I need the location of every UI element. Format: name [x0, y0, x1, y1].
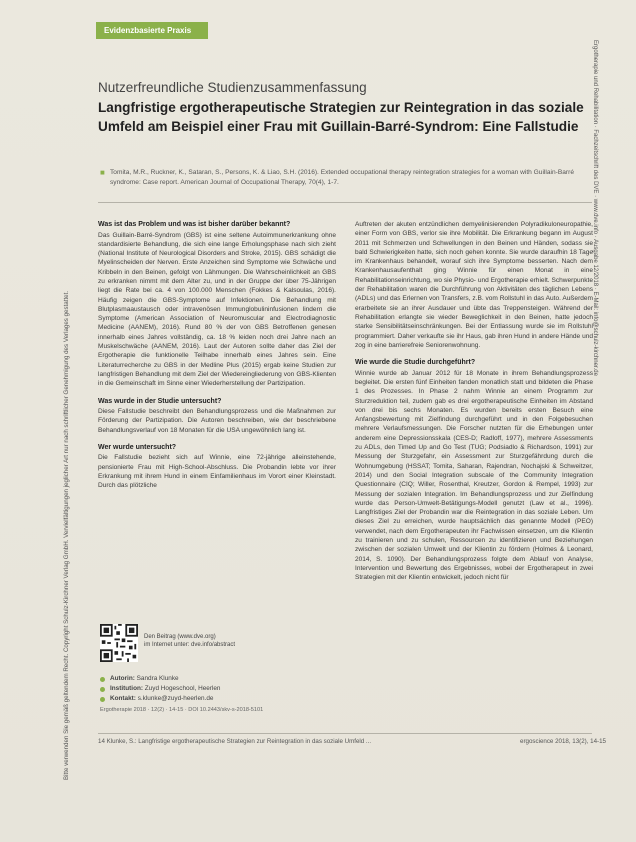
- author-label: Autorin:: [110, 675, 135, 682]
- copyright-text: Bitte verwenden Sie gemäß geltendem Recht. Copyright Schulz-Kirchner Verlag GmbH. Vervielfältigungen jeglicher Art nur nach schriftlicher Genehmigung des Verlages gestattet.: [63, 290, 70, 780]
- right-column: [355, 220, 593, 590]
- section-tab: Evidenzbasierte Praxis: [96, 22, 208, 39]
- section-text: Das Guillain-Barré-Syndrom (GBS) ist eine seltene Autoimmunerkrankung ohne standardisierte Behandlung, die sich eine lange Erholungsphase nach sich zieht (National Institute of Neurological Disorders and Stroke, 2015). GBS schädigt die Myelinscheiden der Nerven. Erste Anzeichen sind Symptome wie Schwäche und Kribbeln in den Beinen, gefolgt von Lähmungen. Die Wahrscheinlichkeit an GBS zu erkranken nimmt mit dem Alter zu, und in der Gruppe der über 75-Jährigen liegt die Rate bei ca. 4 von 100.000 Menschen (Fokkes & Kalsoulas, 2016). Häufig zeigen die GBS-Symptome auf Infektionen. Die Behandlung mit Blutplasmaaustausch oder intravenösen Immunglobulininfusionen lindern die Symptome (American Association of Neuromuscular and Electrodiagnostic Medicine (AANEM), 2016). Rund 80 % der von GBS Betroffenen genesen innerhalb eines Jahres vollständig, ca. 18 % leiden noch drei Jahre nach an Muskelschwäche (AANEM, 2016). Laut der Autoren sollte daher das Ziel der Ergotherapie die funktionelle Teilhabe innerhalb eines Jahres sein. Eine Literaturrecherche zu GBS in der Medline Plus (2015) ergab keine Studien zur langfristigen Behandlung mit dem Ziel der Wiedereingliederung von GBS-Klienten in die Gemeinschaft im Sinne einer Wiederherstellung der Partizipation.: [98, 231, 336, 388]
- author-row: [100, 674, 263, 684]
- citation-text: Tomita, M.R., Ruckner, K., Sataran, S., Persons, K. & Liao, S.H. (2016). Extended occupational therapy reintegration strategies for a woman with Guillain-Barré syndrome: Case report. American Journal of Occupational Therapy, 70(4), 1-7.: [110, 169, 574, 186]
- copyright-vertical-text: [63, 290, 82, 780]
- bullet-icon: [100, 697, 105, 702]
- qr-caption-line: im Internet unter: dve.info/abstract: [144, 642, 236, 648]
- author-name: Sandra Klunke: [136, 675, 179, 682]
- qr-caption: [144, 633, 235, 649]
- section-text: Diese Fallstudie beschreibt den Behandlungsprozess und die Maßnahmen zur Förderung der Partizipation. Die Autoren beschreiben, wie der beschriebene Behandlungsverlauf von 18 Monaten für die USA ungewöhnlich lang ist.: [98, 408, 336, 434]
- section-text: Die Fallstudie bezieht sich auf Winnie, eine 72-jährige alleinstehende, pensionierte Frau mit High-School-Abschluss. Die Probandin lebte vor ihrer Erkrankung mit ihrem Hund in einem Einfamilienhaus im Vorort einer Kleinstadt. Durch das plötzliche: [98, 454, 336, 490]
- citation: [98, 168, 588, 188]
- doi-text: Ergotherapie 2018 · 12(2) · 14-15 · DOI 10.2443/skv-s-2018-5101: [100, 707, 264, 713]
- contact-email[interactable]: s.klunke@zuyd-heerlen.de: [137, 695, 214, 702]
- divider: [98, 202, 592, 203]
- institution-name: Zuyd Hogeschool, Heerlen: [144, 685, 221, 692]
- section-heading: Wie wurde die Studie durchgeführt?: [355, 359, 476, 367]
- bullet-icon: [100, 687, 105, 692]
- bullet-icon: [100, 677, 105, 682]
- contact-label: Kontakt:: [110, 695, 136, 702]
- qr-block: [100, 624, 340, 664]
- section-label: Nutzerfreundliche Studienzusammenfassung: [98, 80, 367, 95]
- footer-right: ergoscience 2018, 13(2), 14-15: [520, 738, 606, 745]
- section-heading: Was ist das Problem und was ist bisher darüber bekannt?: [98, 221, 291, 228]
- institution-label: Institution:: [110, 685, 144, 692]
- contact-row: [100, 694, 263, 704]
- footer-left: 14 Klunke, S.: Langfristige ergotherapeutische Strategien zur Reintegration in das soziale Umfeld ...: [98, 738, 372, 745]
- bullet-icon: ■: [100, 168, 105, 177]
- qr-code-icon[interactable]: [100, 624, 138, 662]
- section-text: Auftreten der akuten entzündlichen demyelinisierenden Polyradikuloneuropathie, einer Form von GBS, verlor sie ihre Mobilität. Die Erkrankung begann im August 2011 mit Schmerzen und Schwellungen in den Beinen und Händen, sodass sie bald Schwierigkeiten hatte, sich noch gehen konnte. Sie wurde daraufhin 18 Tage im Krankenhaus behandelt, worauf sich ihre Symptome besserten. Nach dem Krankenhausaufenthalt ging Winnie für einen Monat in eine Rehabilitationseinrichtung, wo sie Physio- und Ergotherapie erhielt. Schwerpunkte der Rehabilitation waren die Durchführung von Aktivitäten des täglichen Lebens (ADLs) und das Erlernen von Transfers, z.B. vom Rollstuhl in das Auto. Außerdem erarbeitete sie an ihrer Ausdauer und übte das Treppensteigen. Während der Rehabilitation erlangte sie wieder Beweglichkeit in den Beinen, hatte jedoch starke Sensibilitätseinschränkungen. Bei der Entlassung wurde sie im Rollstuhl programmiert. Daher verkaufte sie ihr Haus, gab ihren Hund in andere Hände und zog in eine barrierefreie Seniorenwohnung.: [355, 221, 593, 349]
- institution-row: [100, 684, 263, 694]
- article-title: Langfristige ergotherapeutische Strategien zur Reintegration in das soziale Umfeld am Beispiel einer Frau mit Guillain-Barré-Syndrom: Eine Fallstudie: [98, 100, 584, 134]
- footer-divider: [98, 733, 592, 734]
- journal-text: Ergotherapie und Rehabilitation · Fachzeitschrift des DVE · www.dve.info · Ausgabe 12/2018 · E-Mail: info@schulz-kirchner.de: [592, 40, 598, 376]
- section-heading: Was wurde in der Studie untersucht?: [98, 397, 222, 405]
- section-heading: Wer wurde untersucht?: [98, 443, 177, 451]
- author-meta: [100, 674, 263, 714]
- section-text: Winnie wurde ab Januar 2012 für 18 Monate in ihrem Behandlungsprozess begleitet. Die ersten fünf Einheiten fanden monatlich statt und bildeten die Phase 1 des Prozesses. In Phase 2 nahm Winnie an einem Programm zur Sturzreduktion teil, zudem gab es drei ergotherapeutische Einheiten im Abstand von drei bis sechs Monaten. Es wurden bereits ersten Besuch eine Anfangsbewertung mit Zielfindung durchgeführt und in den Folgebesuchen mehrere Verlaufsmessungen. Die Forscher nutzten für die Erhebungen unter anderem eine Depressionsskala (CES-D; Radloff, 1977), mehrere Assessments zu ADLs, den Timed Up and Go Test (TUG; Podsiadlo & Richardson, 1991) zur Messung der Sturzgefahr, ein Assessment zur Sturzgefährdung durch die Wohnumgebung (HSSAT; Tomita, Saharan, Rajendran, Nochajski & Schweitzer, 2014) und den Social Integration subscale of the Community Integration Questionnaire (CIQ; Willer, Rosenthal, Kreutzer, Gordon & Rempel, 1993) zur Messung der sozialen Integration. Im Behandlungsprozess und zur Zielfindung wurde das Person-Umwelt-Betätigungs-Modell genutzt (Law et al., 1996). Langfristiges Ziel der Probandin war die Reintegration in das soziale Leben. Um dieses Ziel zu erreichen, wurde hauptsächlich das genannte Modell (PEO) verwendet, nach dem Ergotherapeuten ihr Fachwissen einsetzen, um die Klientin zu trainieren und zu schulen, Ressourcen zu identifizieren und Beziehungen zwischen der sozialen Umwelt und der Klientin zu fördern (Holmes & Leonard, 2014, S. 1090). Der Behandlungsprozess folgte dem Ablauf von Analyse, Intervention und Bewertung des Ergebnisses, wobei der Ergotherapeut in zwei Strategien mit der Klientin entwickelt, jedoch nicht für: [355, 369, 593, 582]
- left-column: [98, 220, 336, 499]
- qr-caption-line: Den Beitrag (www.dve.org): [144, 634, 216, 640]
